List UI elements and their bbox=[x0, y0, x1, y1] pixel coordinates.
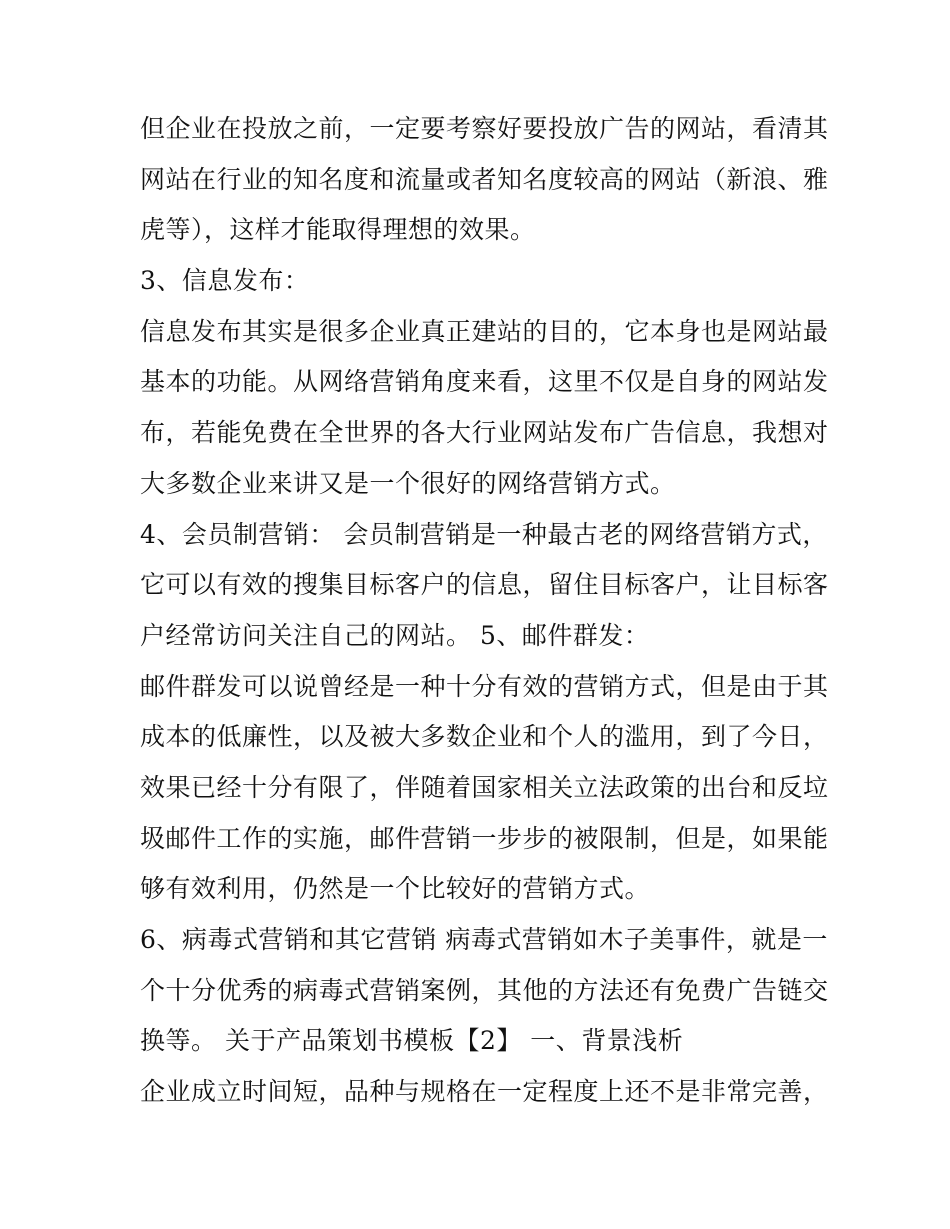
text-line-16: 够有效利用，仍然是一个比较好的营销方式。 bbox=[140, 874, 651, 904]
section-heading-3: 3、信息发布： bbox=[140, 266, 310, 296]
text-line-3: 虎等），这样才能取得理想的效果。 bbox=[140, 215, 536, 245]
text-line-5: 信息发布其实是很多企业真正建站的目的，它本身也是网站最 bbox=[140, 316, 829, 346]
text-line-10: 它可以有效的搜集目标客户的信息，留住目标客户，让目标客 bbox=[140, 570, 829, 600]
text-line-2: 网站在行业的知名度和流量或者知名度较高的网站（新浪、雅 bbox=[140, 164, 829, 194]
text-line-6: 基本的功能。从网络营销角度来看，这里不仅是自身的网站发 bbox=[140, 367, 829, 397]
text-line-7: 布，若能免费在全世界的各大行业网站发布广告信息，我想对 bbox=[140, 418, 829, 448]
text-line-18: 个十分优秀的病毒式营销案例，其他的方法还有免费广告链交 bbox=[140, 975, 829, 1005]
text-line-8: 大多数企业来讲又是一个很好的网络营销方式。 bbox=[140, 468, 676, 498]
text-line-15: 圾邮件工作的实施，邮件营销一步步的被限制，但是，如果能 bbox=[140, 823, 829, 853]
text-line-14: 效果已经十分有限了，伴随着国家相关立法政策的出台和反垃 bbox=[140, 772, 829, 802]
text-line-9: 4、会员制营销： 会员制营销是一种最古老的网络营销方式， bbox=[140, 519, 828, 549]
text-line-20: 企业成立时间短，品种与规格在一定程度上还不是非常完善， bbox=[140, 1077, 829, 1107]
text-line-11: 户经常访问关注自己的网站。 5、邮件群发： bbox=[140, 620, 650, 650]
text-line-1: 但企业在投放之前，一定要考察好要投放广告的网站，看清其 bbox=[140, 114, 829, 143]
text-line-13: 成本的低廉性，以及被大多数企业和个人的滥用，到了今日， bbox=[140, 722, 829, 752]
text-line-12: 邮件群发可以说曾经是一种十分有效的营销方式，但是由于其 bbox=[140, 671, 829, 701]
text-line-17: 6、病毒式营销和其它营销 病毒式营销如木子美事件，就是一 bbox=[140, 925, 828, 954]
text-line-19: 换等。 关于产品策划书模板【2】 一、背景浅析 bbox=[140, 1026, 684, 1056]
body-text bbox=[140, 104, 829, 1118]
